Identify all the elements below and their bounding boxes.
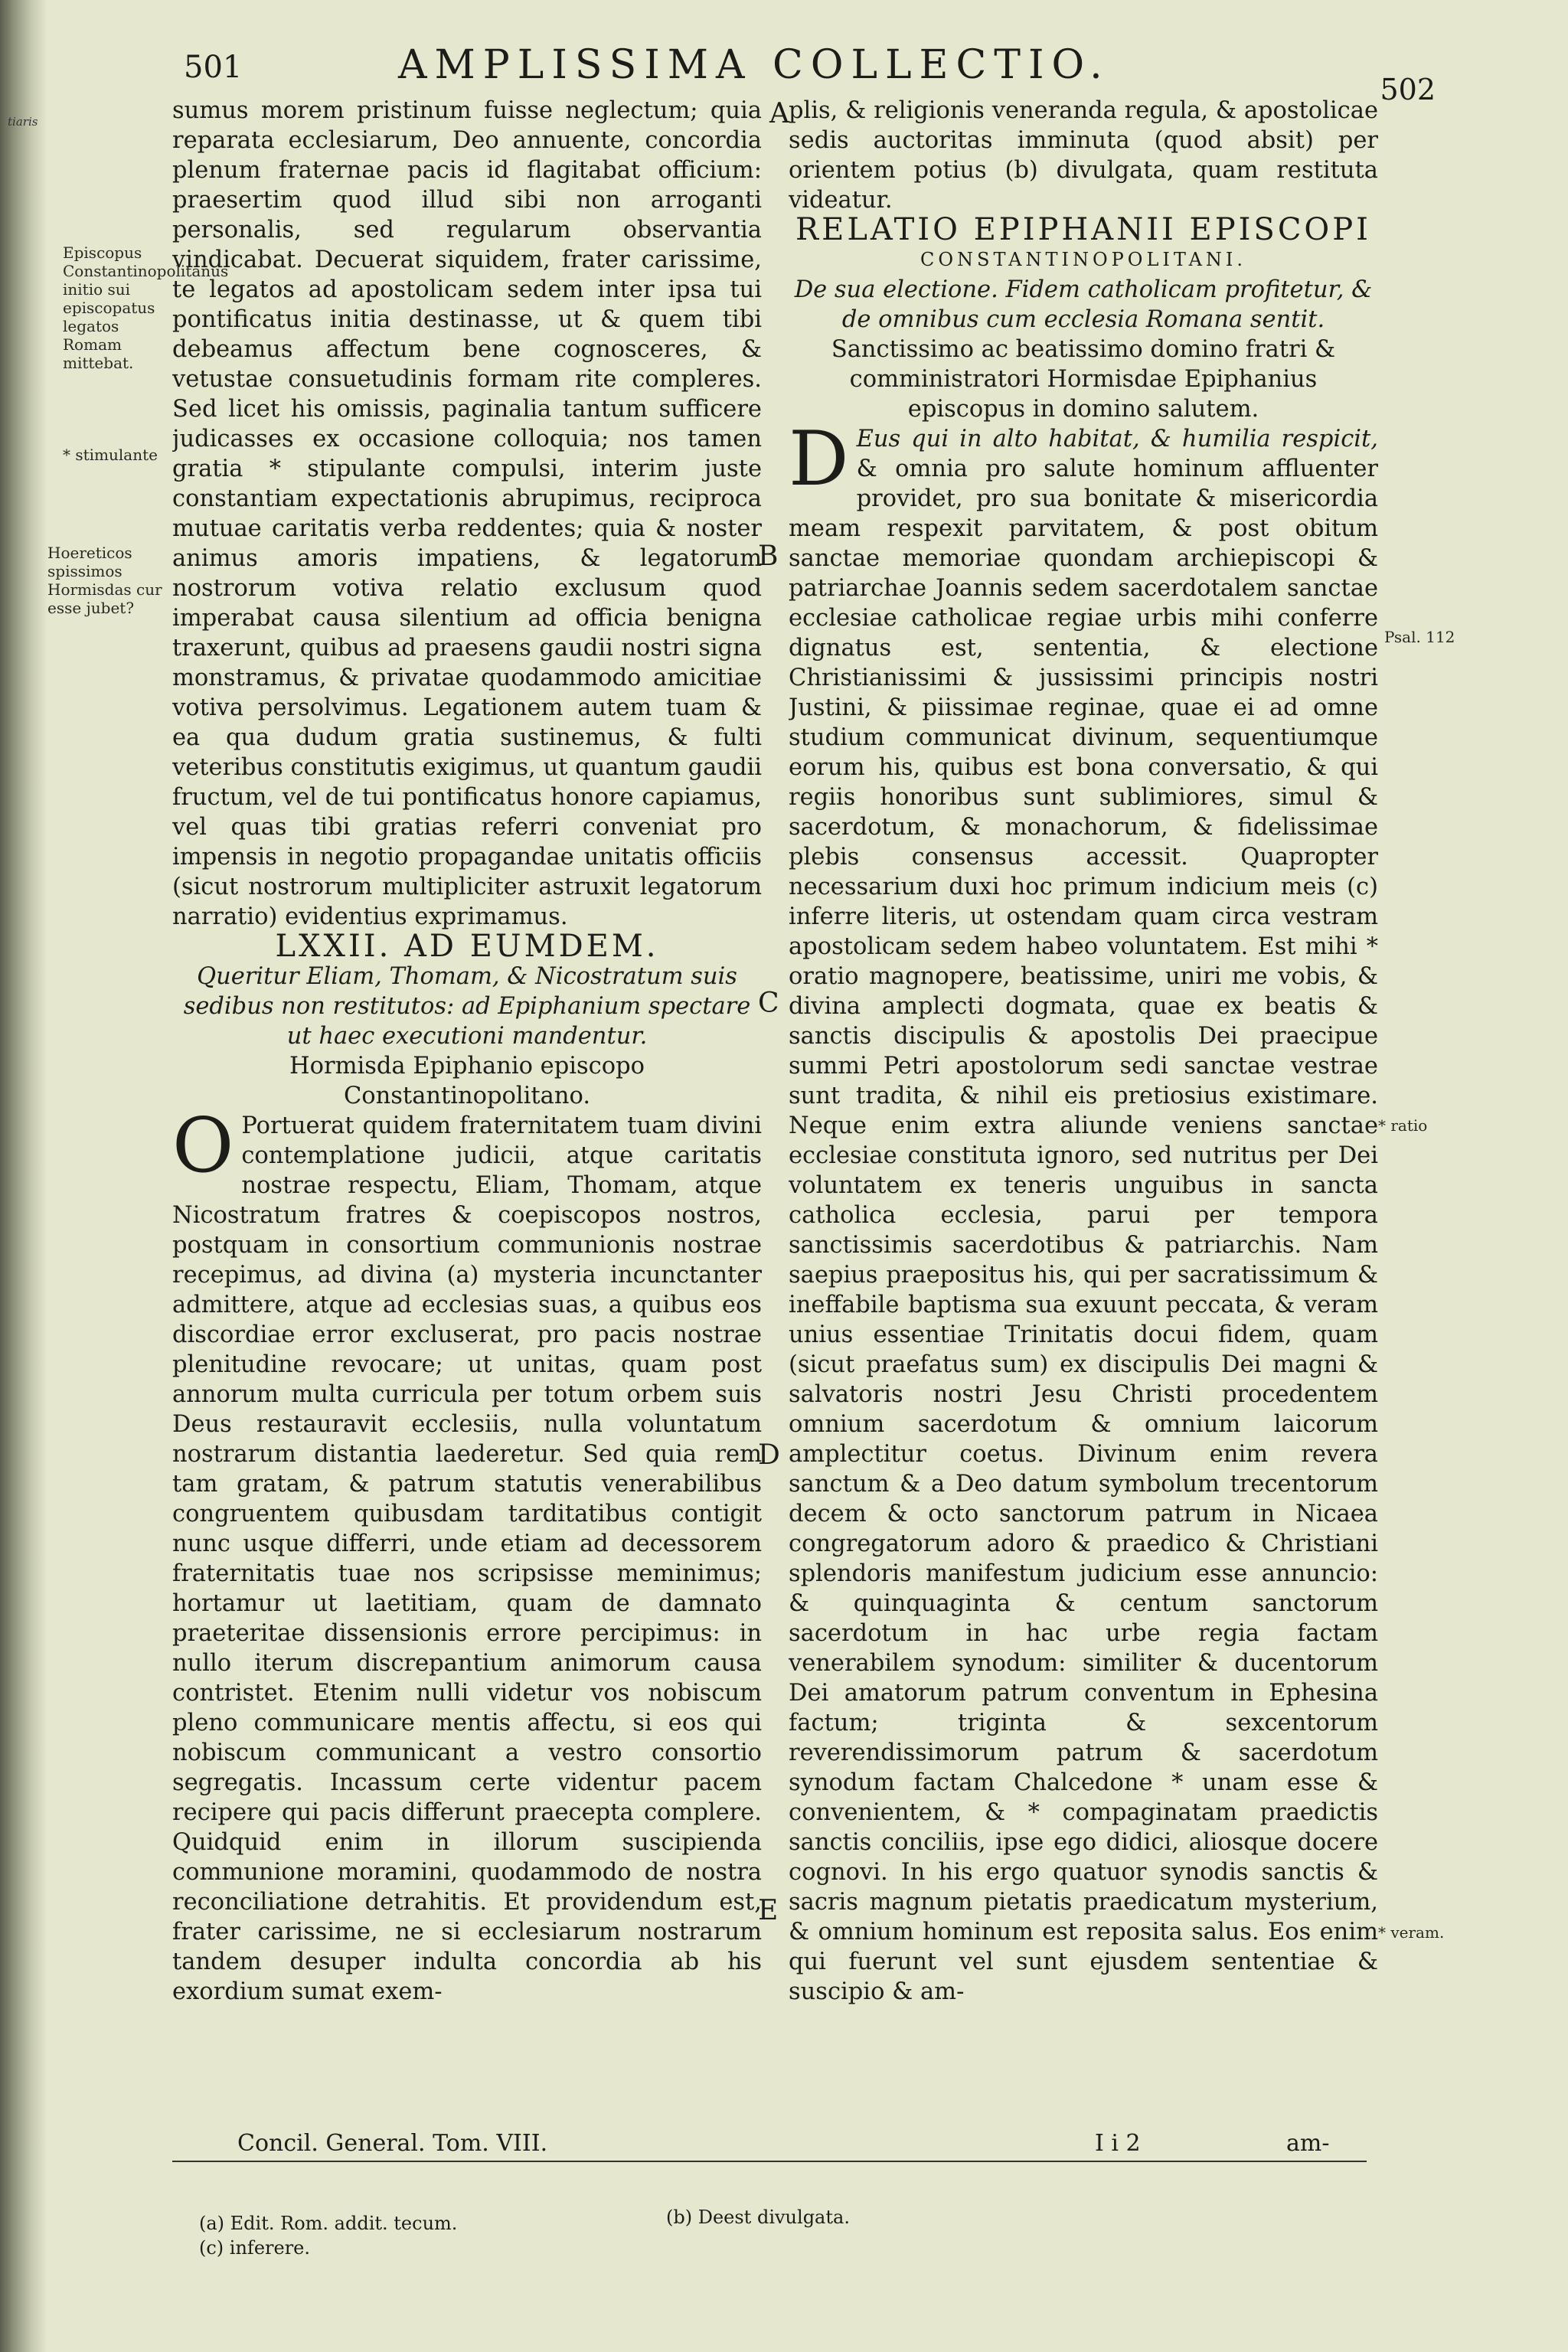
running-title: AMPLISSIMA COLLECTIO. bbox=[398, 42, 1110, 88]
left-address-line: Hormisda Epiphanio episcopo Constantinopolitano. bbox=[289, 1053, 645, 1109]
section-letter-c: C bbox=[758, 988, 779, 1019]
catchword: am- bbox=[1286, 2130, 1330, 2157]
page-number-left: 501 bbox=[184, 50, 243, 85]
right-section-summary: De sua electione. Fidem catholicam profitetur, & de omnibus cum ecclesia Romana sentit. bbox=[794, 276, 1373, 333]
section-letter-b: B bbox=[758, 541, 779, 572]
footnote-divider bbox=[172, 2161, 1367, 2162]
margin-note-hoereticos: Hoereticos spissimos Hormisdas cur esse jubet? bbox=[47, 544, 162, 617]
left-dropcap: O bbox=[172, 1102, 234, 1190]
right-paragraph-2-text: & omnia pro salute hominum affluenter providet, pro sua bonitate & misericordia meam respexit parvitatem, & post obitum sanctae memoriae quondam archiepiscopi & patriarchae Joannis sedem sacerdotalem sanctae ecclesiae catholicae regiae urbis mihi conferre dignatus est, sententia, & electione Christianissimi & jussissimi principis nostri Justini, & piissimae reginae, quae ei ad omne studium communicat divinum, sequentiumque eorum his, quibus est bona conversatio, & qui regiis honoribus sunt sublimiores, simul & sacerdotum, & monachorum, & fidelissimae plebis consensus accessit. Quapropter necessarium duxi hoc primum indicium meis (c) inferre literis, ut ostendam quam circa vestram apostolicam sedem habeo voluntatem. Est mihi * oratio magnopere, beatissime, uniri me vobis, & divina amplecti dogmata, quae ex beatis & sanctis discipulis & apostolis Dei praecipue summi Petri apostolorum sedi sanctae vestrae sunt tradita, & nihil eis pretiosius existimare. Neque enim extra aliunde veniens sanctae ecclesiae constituta ignoro, sed nutritus per Dei voluntatem ex teneris unguibus in sancta catholica ecclesia, parui per tempora sanctissimis sacerdotibus & patriarchis. Nam saepius praepositus his, qui per sacratissimum & ineffabile baptisma sua exuunt peccata, & veram unius essentiae Trinitatis docui fidem, quam (sicut praefatus sum) ex discipulis Dei magni & salvatoris nostri Jesu Christi procedentem omnium sacerdotum & omnium laicorum amplectitur coetus. Divinum enim revera sanctum & a Deo datum symbolum trecentorum decem & octo sanctorum patrum in Nicaea congregatorum adoro & praedico & Christiani splendoris manifestum judicium esse annuncio: & quinquaginta & centum sanctorum sacerdotum in hac urbe regia factam venerabilem synodum: similiter & ducentorum Dei amatorum patrum conventum in Ephesina factum; triginta & sexcentorum reverendissimorum patrum & sacerdotum synodum factam Chalcedone * unam esse & convenientem, & * compaginatam praedictis sanctis conciliis, ipse ego didici, aliosque docere cognovi. In his ergo quatuor synodis sanctis & sacris magnum pietatis praedicatum mysterium, & omnium hominum est reposita salus. Eos enim qui fuerunt vel sunt ejusdem sententiae & suscipio & am- bbox=[789, 456, 1378, 2005]
right-address-line: Sanctissimo ac beatissimo domino fratri & comministratori Hormisdae Epiphanius episcopus in domino salutem. bbox=[831, 336, 1336, 423]
section-letter-e: E bbox=[758, 1895, 779, 1926]
left-paragraph-1: sumus morem pristinum fuisse neglectum; quia reparata ecclesiarum, Deo annuente, concordia plenum fraternae pacis id flagitabat officium: praesertim quod illud sibi non arroganti personalis, sed regularum observantia vindicabat. Decuerat siquidem, frater carissime, te legatos ad apostolicam sedem inter ipsa tui pontificatus initia destinasse, ut & quem tibi debeamus affectum bene cognosceres, & vetustae consuetudinis formam rite compleres. Sed licet his omissis, paginalia tantum sufficere judicasses ex occasione colloquia; nos tamen gratia * stipulante compulsi, interim juste constantiam expectationis abrupimus, reciproca mutuae caritatis verba reddentes; quia & noster animus amoris impatiens, & legatorum nostrorum votiva relatio exclusum quod imperabat causa silentium ad officia benigna traxerunt, quibus ad praesens gaudii nostri signa monstramus, & privatae quodammodo amicitiae votiva persolvimus. Legationem autem tuam & ea qua dudum gratia sustinemus, & fulti veteribus constitutis exigimus, ut quantum gaudii fructum, vel de tui pontificatus honore capiamus, vel quas tibi gratias referri conveniat pro impensis in negotio propagandae unitatis officiis (sicut nostrorum multipliciter astruxit legatorum narratio) evidentius exprimamus. bbox=[172, 97, 762, 930]
signature-line: Concil. General. Tom. VIII. bbox=[237, 2130, 548, 2157]
left-paragraph-2 bbox=[172, 1102, 762, 2007]
margin-note-stimulante: * stimulante bbox=[63, 446, 158, 464]
right-section-subheading: CONSTANTINOPOLITANI. bbox=[920, 249, 1247, 270]
footnote-a: (a) Edit. Rom. addit. tecum. bbox=[199, 2213, 458, 2234]
right-paragraph-1: plis, & religionis veneranda regula, & apostolicae sedis auctoritas imminuta (quod absit) per orientem potius (b) divulgata, quam restituta videatur. bbox=[789, 97, 1378, 214]
margin-note-psal: Psal. 112 bbox=[1384, 628, 1455, 646]
left-section-summary: Queritur Eliam, Thomam, & Nicostratum suis sedibus non restitutos: ad Epiphanium spectare ut haec executioni mandentur. bbox=[183, 963, 751, 1050]
right-paragraph-2-lead: Eus qui in alto habitat, & humilia respicit, bbox=[856, 426, 1378, 452]
left-paragraph-2-text: Portuerat quidem fraternitatem tuam divini contemplatione judicii, atque caritatis nostrae respectu, Eliam, Thomam, atque Nicostratum fratres & coepiscopos nostros, postquam in consortium communionis nostrae recepimus, ad divina (a) mysteria incunctanter admittere, atque ad ecclesias suas, a quibus eos discordiae error excluserat, pro pacis nostrae plenitudine revocare; ut unitas, quam post annorum multa curricula per totum orbem suis Deus restauravit ecclesiis, nulla voluntatum nostrarum distantia laederetur. Sed quia rem tam gratam, & patrum statutis venerabilibus congruentem quibusdam tarditatibus contigit nunc usque differri, unde etiam ad decessorem fraternitatis tuae nos scripsisse meminimus; hortamur ut laetitiam, quam de damnato praeteritae dissensionis errore percipimus: in nullo iterum discrepantium animorum causa contristet. Etenim nulli videtur vos nobiscum pleno communicare mentis affectu, si eos qui nobiscum communicant a vestro consortio segregatis. Incassum certe videntur pacem recipere qui pacis differunt praecepta complere. Quidquid enim in illorum suscipienda communione moramini, quodammodo de nostra reconciliatione detrahitis. Et providendum est, frater carissime, ne si ecclesiarum nostrarum tandem desuper indulta concordia ab his exordium sumat exem- bbox=[172, 1112, 762, 2005]
right-dropcap: D bbox=[789, 416, 849, 503]
section-letter-a: A bbox=[769, 98, 789, 129]
page-header bbox=[184, 42, 1436, 106]
section-letter-d: D bbox=[758, 1439, 780, 1471]
footnote-c: (c) inferere. bbox=[199, 2237, 310, 2259]
page-number-right: 502 bbox=[1380, 73, 1436, 106]
right-column bbox=[789, 96, 1378, 2178]
footnote-b: (b) Deest divulgata. bbox=[666, 2207, 850, 2228]
left-section-heading: LXXII. AD EUMDEM. bbox=[275, 929, 659, 964]
right-paragraph-2 bbox=[789, 416, 1378, 2007]
signature-mark: I i 2 bbox=[1095, 2130, 1141, 2157]
edge-strip-text: tiaris bbox=[8, 115, 38, 129]
margin-note-episcopus: Episcopus Constantinopolitanus initio sui episcopatus legatos Romam mittebat. bbox=[63, 243, 229, 372]
margin-note-ratio: * ratio bbox=[1378, 1116, 1428, 1135]
left-column bbox=[172, 96, 762, 2178]
book-gutter bbox=[0, 0, 47, 2352]
right-section-heading: RELATIO EPIPHANII EPISCOPI bbox=[795, 212, 1371, 247]
margin-note-veram: * veram. bbox=[1378, 1923, 1445, 1942]
